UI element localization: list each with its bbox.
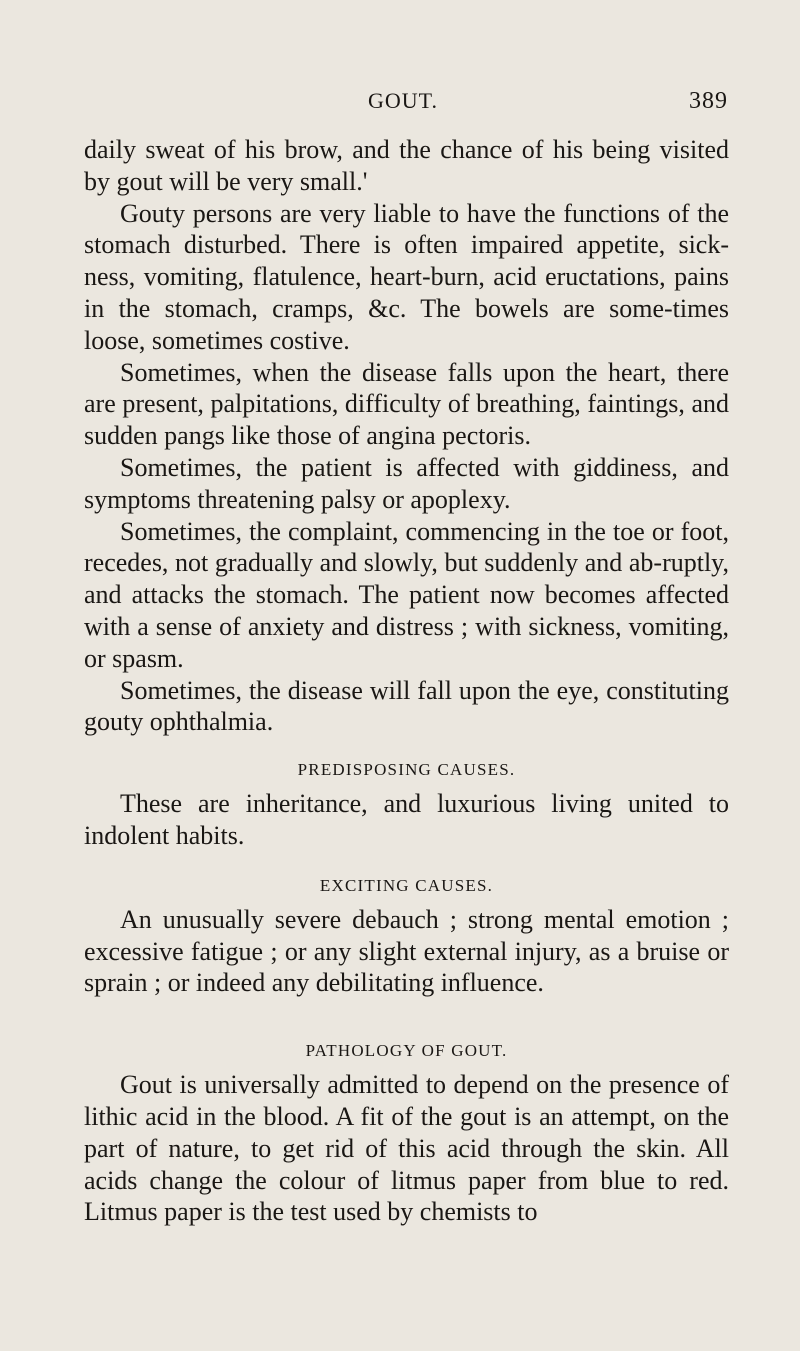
paragraph-stomach-symptoms: Gouty persons are very liable to have the functions of the stomach disturbed. There is often impaired appetite, sick-ness, vomiting, flatulence, heart-burn, acid eructations, pains in the stomach, cramps, &c. The bowels are some-times loose, sometimes costive. xyxy=(84,198,729,355)
section-heading-predisposing-causes: PREDISPOSING CAUSES. xyxy=(297,760,516,780)
section-heading-pathology: PATHOLOGY OF GOUT. xyxy=(305,1041,508,1061)
paragraph-pathology: Gout is universally admitted to depend on the presence of lithic acid in the blood. A fit of the gout is an attempt, on the part of nature, to get rid of this acid through the skin. All acids change the colour of litmus paper from blue to red. Litmus paper is the test used by chemists to xyxy=(84,1070,729,1227)
paragraph-predisposing: These are inheritance, and luxurious living united to indolent habits. xyxy=(84,789,729,850)
paragraph-recession: Sometimes, the complaint, commencing in the toe or foot, recedes, not gradually and slowly, but suddenly and ab-ruptly, and attacks the stomach. The patient now becomes affected with a sense of anxiety and distress ; with sickness, vomiting, or spasm. xyxy=(84,516,729,673)
paragraph-ophthalmia: Sometimes, the disease will fall upon the eye, constituting gouty ophthalmia. xyxy=(84,675,729,737)
page-body xyxy=(84,134,729,1228)
paragraph-giddiness: Sometimes, the patient is affected with giddiness, and symptoms threatening palsy or apoplexy. xyxy=(84,452,729,514)
running-title: GOUT. xyxy=(368,88,438,113)
page-number: 389 xyxy=(689,88,728,114)
paragraph-heart-symptoms: Sometimes, when the disease falls upon the heart, there are present, palpitations, difficulty of breathing, faintings, and sudden pangs like those of angina pectoris. xyxy=(84,357,729,451)
section-heading-exciting-causes: EXCITING CAUSES. xyxy=(319,875,494,895)
running-head xyxy=(368,88,728,118)
paragraph-exciting: An unusually severe debauch ; strong mental emotion ; excessive fatigue ; or any slight external injury, as a bruise or sprain ; or indeed any debilitating influence. xyxy=(84,904,729,998)
paragraph-continuation: daily sweat of his brow, and the chance of his being visited by gout will be very small.' xyxy=(84,135,729,196)
